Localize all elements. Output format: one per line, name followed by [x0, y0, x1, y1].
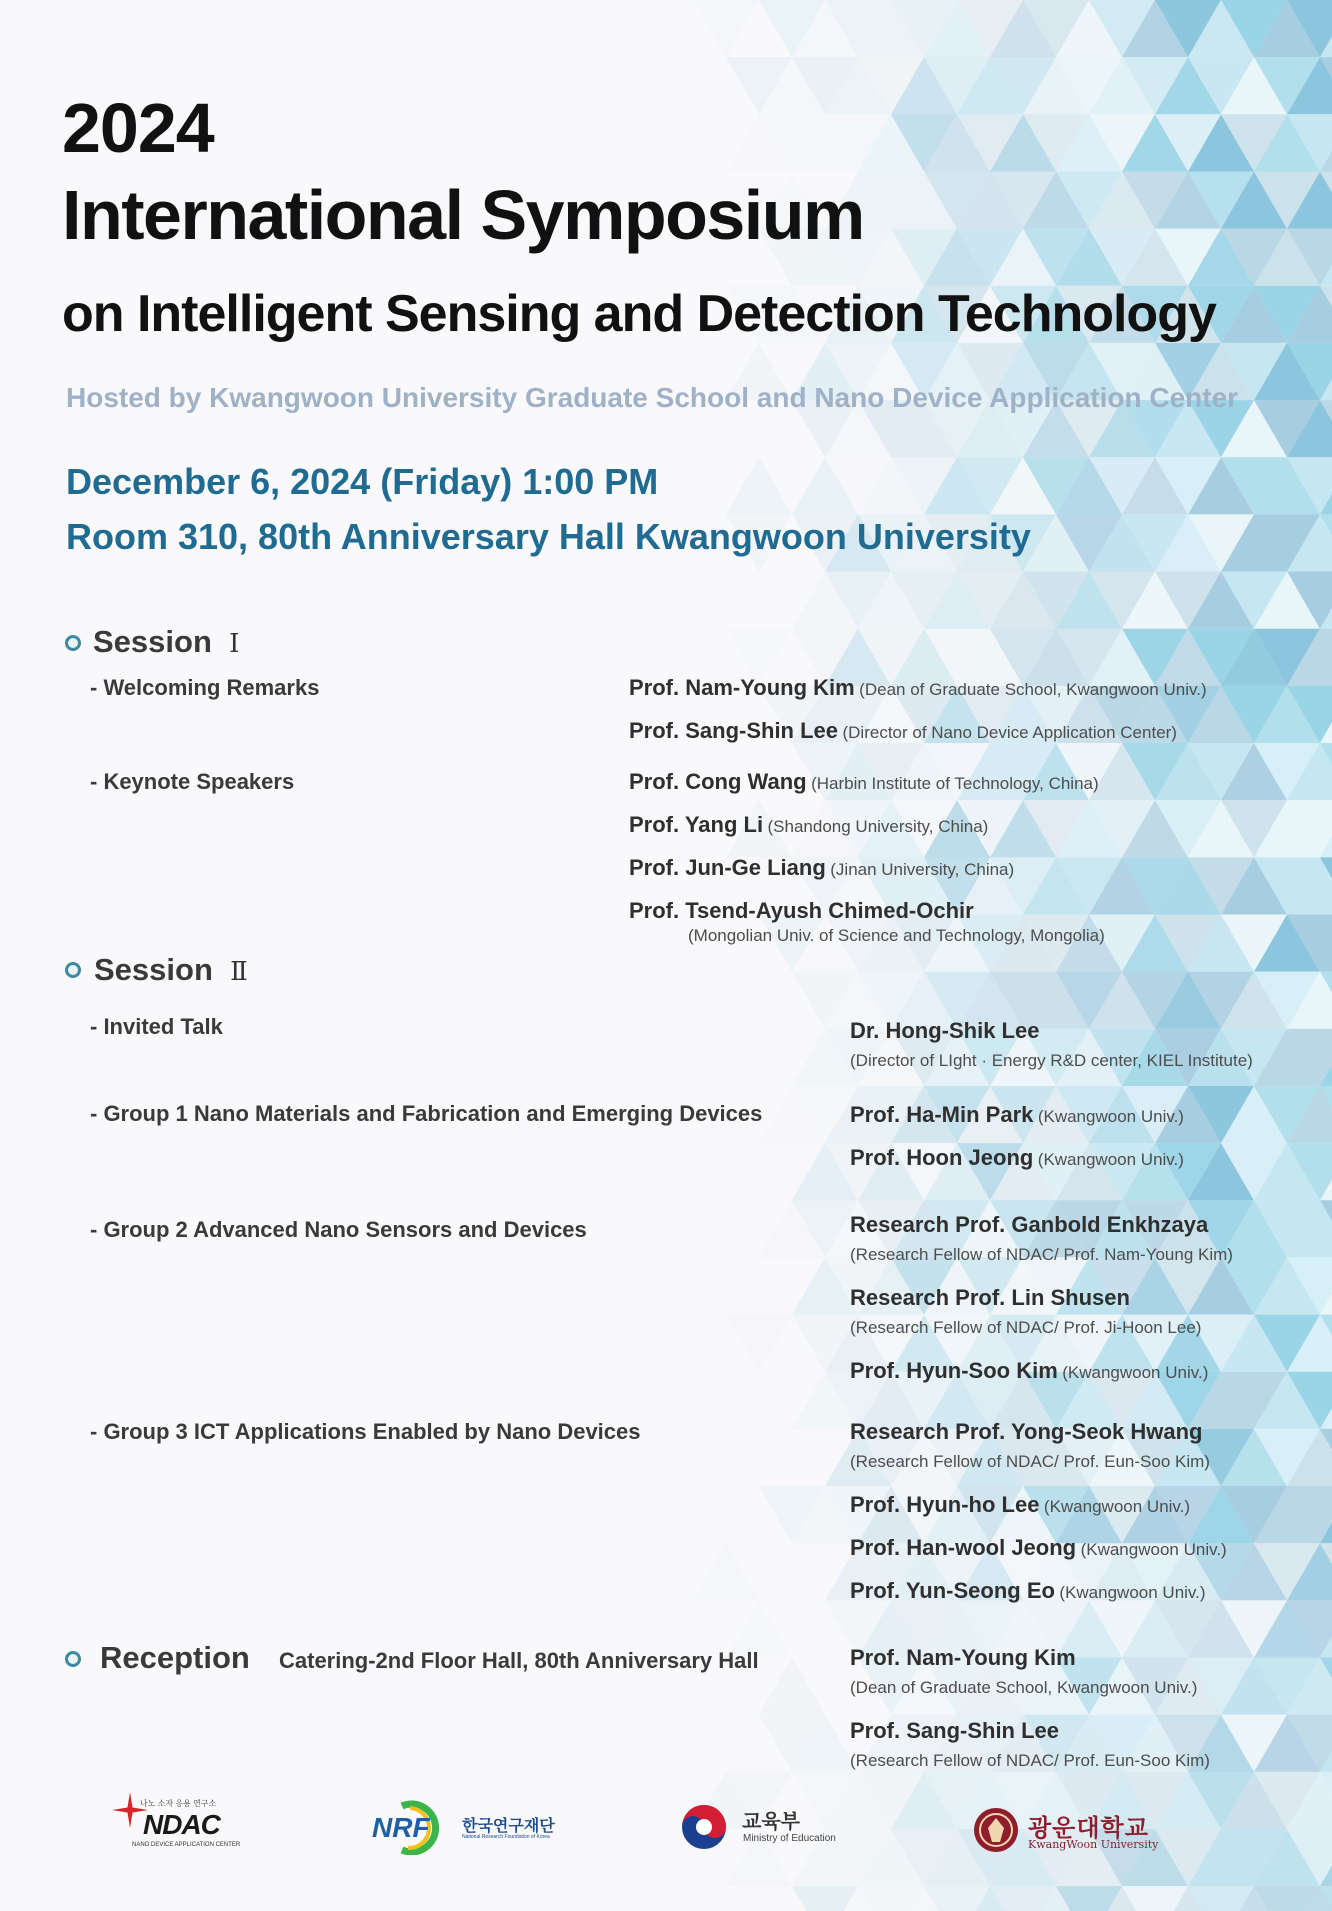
- speaker-name: Research Prof. Lin Shusen: [850, 1285, 1130, 1310]
- speaker-name: Research Prof. Ganbold Enkhzaya: [850, 1212, 1209, 1237]
- ndac-logo: 나노 소자 응용 연구소 NDAC NANO DEVICE APPLICATION CENTER: [110, 1790, 250, 1860]
- speaker-name: Research Prof. Yong-Seok Hwang: [850, 1419, 1203, 1444]
- welcoming-remarks-label: - Welcoming Remarks: [90, 675, 320, 700]
- university-seal-icon: [972, 1806, 1020, 1854]
- speaker-affiliation: (Research Fellow of NDAC/ Prof. Nam-Young Kim): [850, 1245, 1233, 1264]
- invited-talk-label: - Invited Talk: [90, 1014, 223, 1039]
- speaker-entry: Prof. Sang-Shin Lee (Director of Nano Device Application Center): [629, 718, 1177, 743]
- background-triangle: [693, 1543, 759, 1600]
- speaker-affiliation: (Research Fellow of NDAC/ Prof. Eun-Soo Kim): [850, 1452, 1210, 1471]
- speaker-entry: Prof. Hyun-Soo Kim (Kwangwoon Univ.): [850, 1358, 1209, 1383]
- event-date: December 6, 2024 (Friday) 1:00 PM: [66, 461, 659, 502]
- speaker-name: Prof. Nam-Young Kim: [850, 1645, 1076, 1670]
- session-bullet-icon: [65, 962, 81, 978]
- speaker-entry: Prof. Yang Li (Shandong University, China): [629, 812, 989, 837]
- speaker-entry: Prof. Hyun-ho Lee (Kwangwoon Univ.): [850, 1492, 1191, 1517]
- background-triangle: [726, 1315, 792, 1372]
- background-triangle: [759, 1658, 825, 1715]
- speaker-name: Prof. Sang-Shin Lee: [850, 1718, 1060, 1743]
- background-triangle: [693, 0, 759, 57]
- session-2-heading: Session Ⅱ: [94, 952, 248, 987]
- speaker-name: Prof. Tsend-Ayush Chimed-Ochir: [629, 898, 974, 923]
- background-triangle: [726, 457, 792, 514]
- moe-logo: 교육부 Ministry of Education: [680, 1803, 860, 1853]
- speaker-affiliation: (Director of LIght · Energy R&D center, KIEL Institute): [850, 1051, 1253, 1070]
- speaker-affiliation: (Dean of Graduate School, Kwangwoon Univ.): [850, 1678, 1198, 1697]
- event-venue: Room 310, 80th Anniversary Hall Kwangwoon University: [66, 516, 1031, 557]
- nrf-logo: NRF 한국연구재단 National Research Foundation of Korea: [372, 1800, 557, 1855]
- speaker-entry: Prof. Cong Wang (Harbin Institute of Technology, China): [629, 769, 1099, 794]
- speaker-entry: Prof. Jun-Ge Liang (Jinan University, China): [629, 855, 1015, 880]
- speaker-entry: Prof. Han-wool Jeong (Kwangwoon Univ.): [850, 1535, 1227, 1560]
- taegeuk-icon: [680, 1803, 728, 1851]
- speaker-entry: Prof. Nam-Young Kim (Dean of Graduate School, Kwangwoon Univ.): [629, 675, 1207, 700]
- page-title: International Symposium: [62, 176, 864, 254]
- session-bullet-icon: [65, 635, 81, 651]
- title-year: 2024: [62, 89, 214, 167]
- page-subtitle: on Intelligent Sensing and Detection Technology: [62, 285, 1216, 343]
- speaker-affiliation: (Research Fellow of NDAC/ Prof. Ji-Hoon Lee): [850, 1318, 1202, 1337]
- keynote-speakers-label: - Keynote Speakers: [90, 769, 295, 794]
- group-1-label: - Group 1 Nano Materials and Fabrication and Emerging Devices: [90, 1101, 763, 1126]
- session-1-heading: Session Ⅰ: [93, 624, 240, 659]
- speaker-entry: Prof. Hoon Jeong (Kwangwoon Univ.): [850, 1145, 1184, 1170]
- hosted-by: Hosted by Kwangwoon University Graduate School and Nano Device Application Center: [66, 382, 1239, 413]
- speaker-entry: Prof. Ha-Min Park (Kwangwoon Univ.): [850, 1102, 1184, 1127]
- group-2-label: - Group 2 Advanced Nano Sensors and Devices: [90, 1217, 587, 1242]
- session-bullet-icon: [65, 1651, 81, 1667]
- speaker-name: Dr. Hong-Shik Lee: [850, 1018, 1040, 1043]
- reception-heading: Reception: [100, 1640, 250, 1675]
- group-3-label: - Group 3 ICT Applications Enabled by Nano Devices: [90, 1419, 641, 1444]
- reception-detail: Catering-2nd Floor Hall, 80th Anniversary Hall: [279, 1648, 759, 1673]
- speaker-affiliation: (Research Fellow of NDAC/ Prof. Eun-Soo Kim): [850, 1751, 1210, 1770]
- kwangwoon-university-logo: 광운대학교 KwangWoon University: [972, 1806, 1172, 1856]
- speaker-affiliation: (Mongolian Univ. of Science and Technology, Mongolia): [688, 926, 1105, 945]
- speaker-entry: Prof. Yun-Seong Eo (Kwangwoon Univ.): [850, 1578, 1206, 1603]
